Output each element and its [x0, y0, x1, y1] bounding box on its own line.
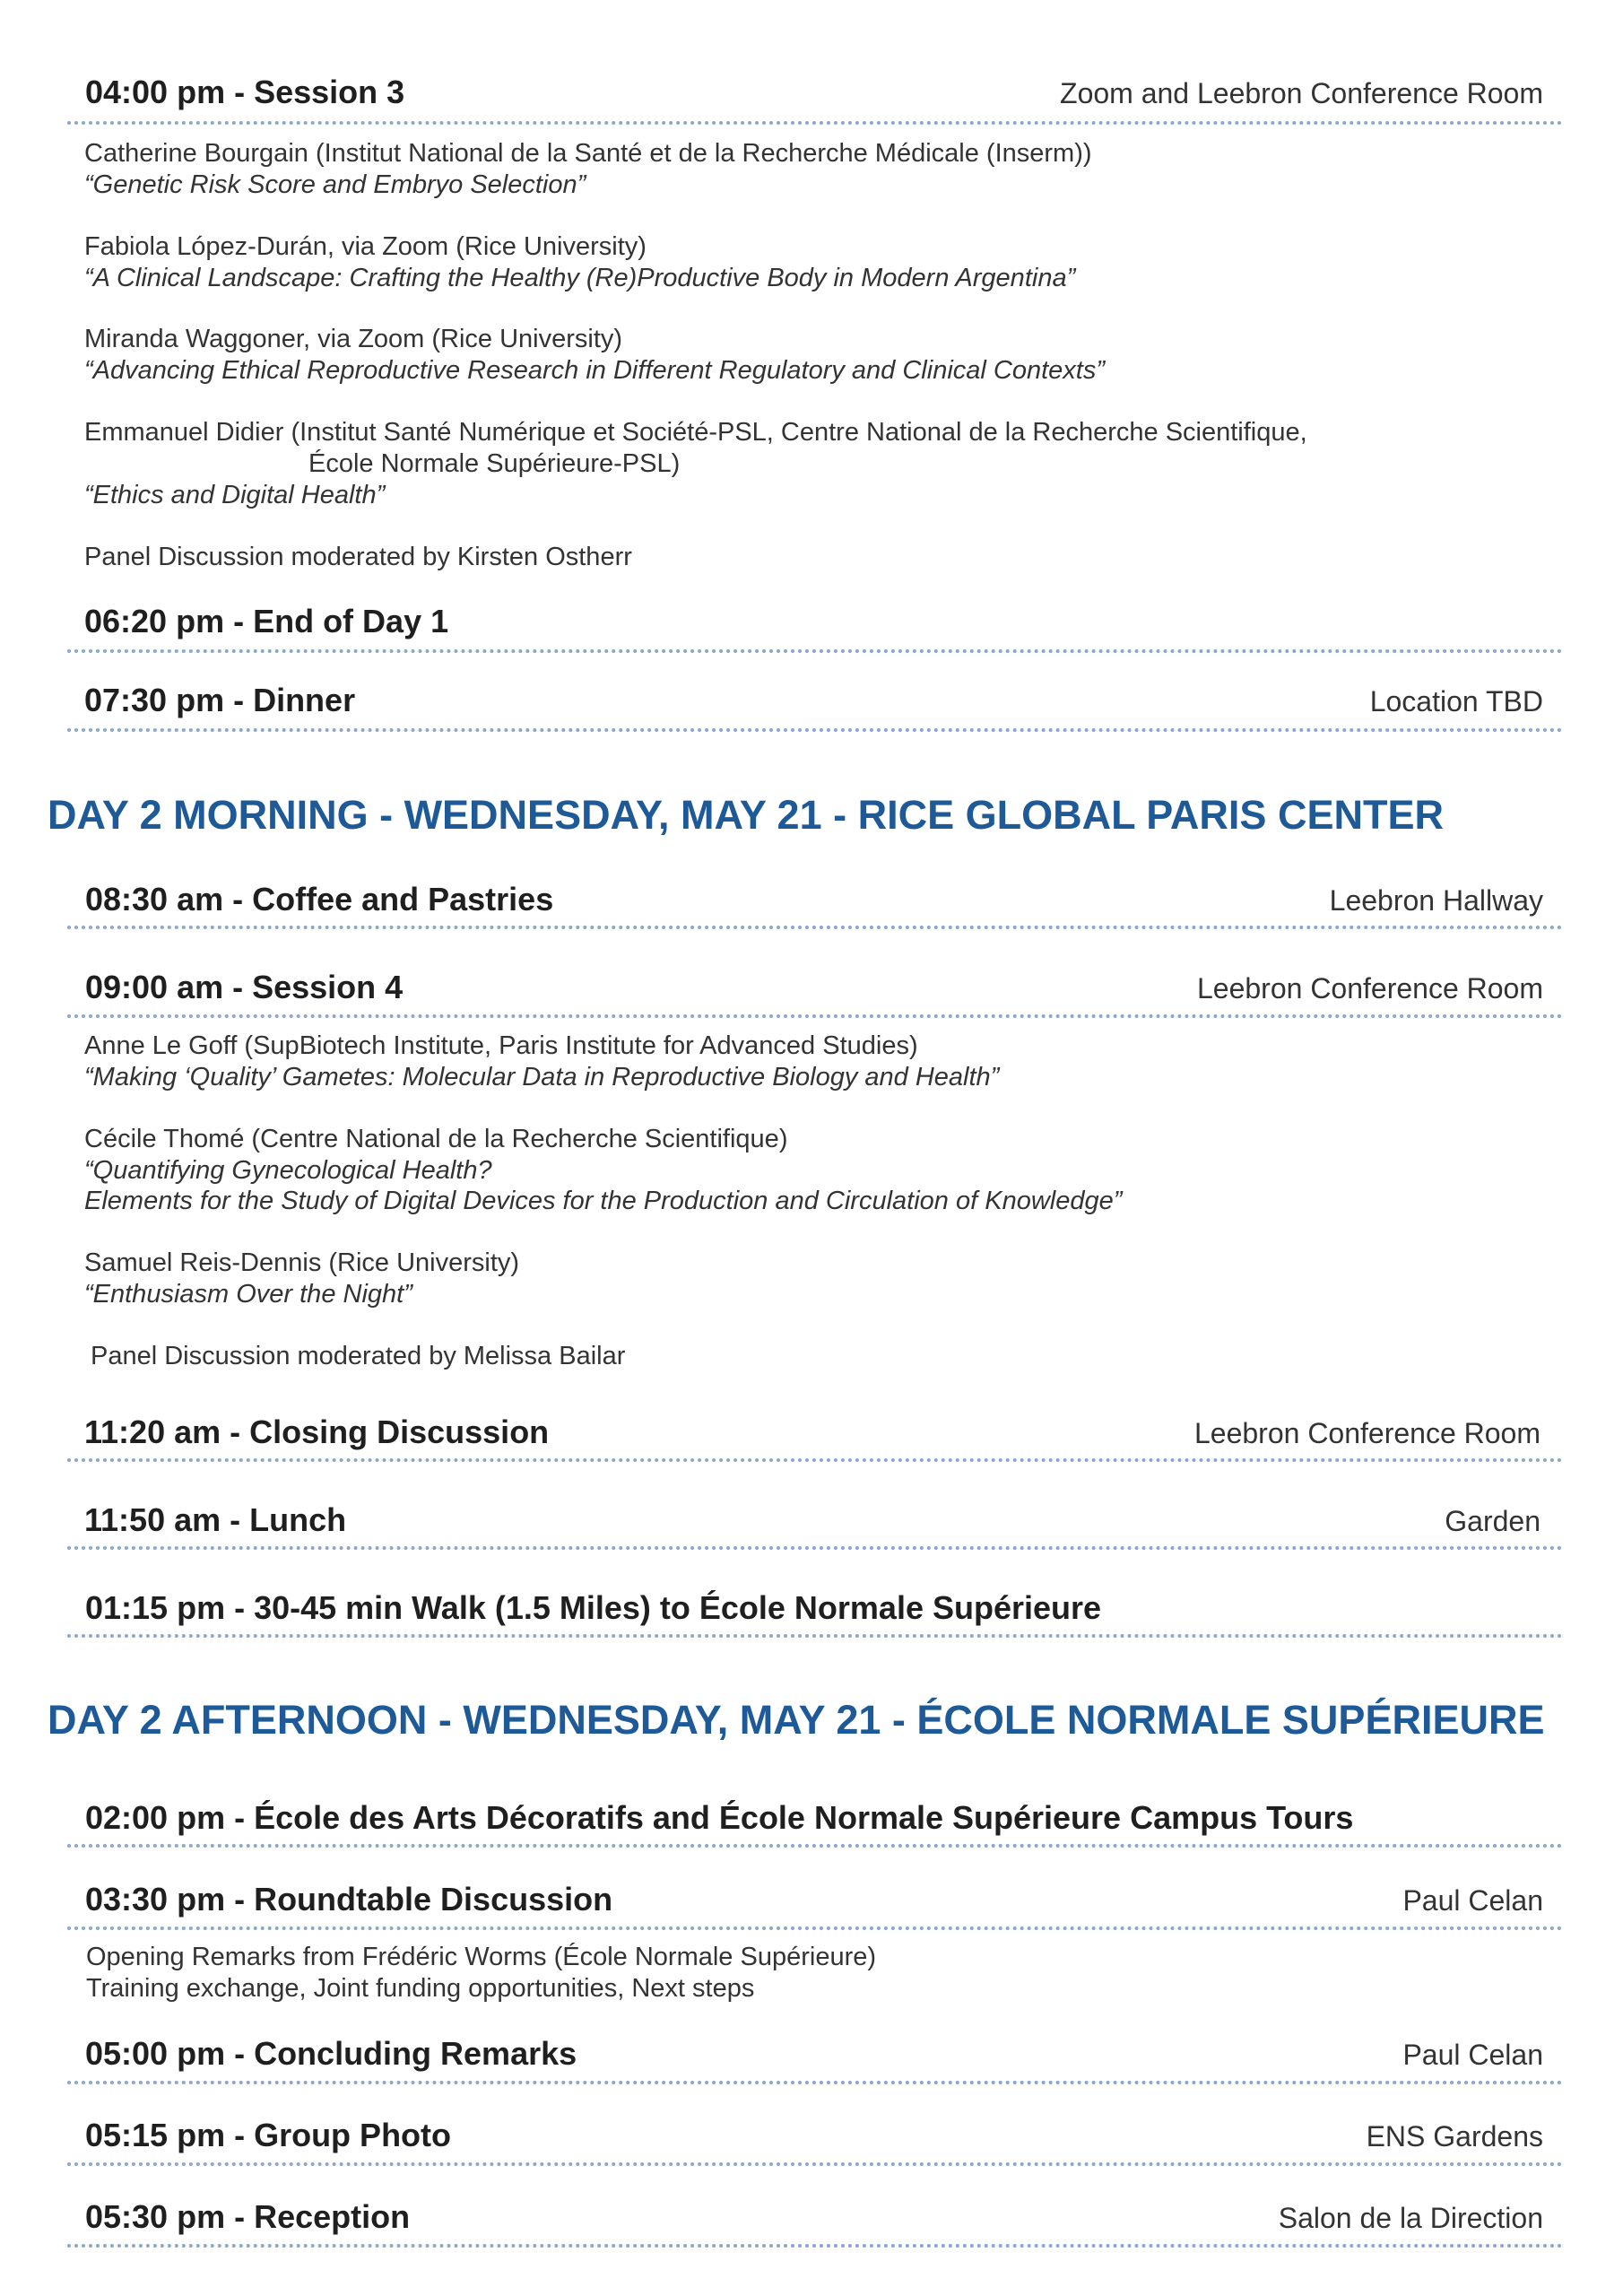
roundtable-line: Opening Remarks from Frédéric Worms (École Normale Supérieure): [86, 1943, 877, 1971]
end-of-day-1-title: 06:20 pm - End of Day 1: [84, 603, 449, 639]
day-2-afternoon-heading: DAY 2 AFTERNOON - WEDNESDAY, MAY 21 - ÉCOLE NORMALE SUPÉRIEURE: [48, 1697, 1545, 1743]
roundtable-row: [67, 1881, 1563, 1918]
coffee-row: [67, 881, 1563, 918]
roundtable-title: 03:30 pm - Roundtable Discussion: [85, 1881, 613, 1918]
lunch-location: Garden: [1445, 1505, 1541, 1537]
talk-title: “A Clinical Landscape: Crafting the Healthy (Re)Productive Body in Modern Argentina”: [84, 264, 1076, 292]
divider: [67, 1458, 1563, 1462]
talk-title: “Making ‘Quality’ Gametes: Molecular Data in Reproductive Biology and Health”: [84, 1063, 1000, 1091]
talk-title: “Quantifying Gynecological Health?: [84, 1156, 492, 1185]
lunch-title: 11:50 am - Lunch: [84, 1501, 347, 1538]
divider: [67, 2162, 1563, 2166]
speaker-line: Anne Le Goff (SupBiotech Institute, Paris Institute for Advanced Studies): [84, 1031, 918, 1060]
dinner-row: [67, 682, 1563, 719]
dinner-location: Location TBD: [1369, 685, 1543, 718]
divider: [67, 926, 1563, 929]
speaker-line-continued: École Normale Supérieure-PSL): [308, 449, 681, 478]
divider: [67, 1014, 1563, 1018]
divider: [67, 1844, 1563, 1848]
divider: [67, 2244, 1563, 2248]
talk-title-continued: Elements for the Study of Digital Devices for the Production and Circulation of Knowledge”: [84, 1187, 1123, 1215]
divider: [67, 1546, 1563, 1550]
reception-title: 05:30 pm - Reception: [85, 2198, 411, 2235]
group-photo-location: ENS Gardens: [1366, 2120, 1543, 2152]
speaker-line: Samuel Reis-Dennis (Rice University): [84, 1248, 520, 1277]
divider: [67, 728, 1563, 732]
speaker-line: Fabiola López-Durán, via Zoom (Rice University): [84, 232, 647, 261]
panel-moderator: Panel Discussion moderated by Melissa Bailar: [91, 1342, 626, 1370]
coffee-title: 08:30 am - Coffee and Pastries: [85, 881, 554, 918]
speaker-line: Catherine Bourgain (Institut National de la Santé et de la Recherche Médicale (Inserm)): [84, 139, 1092, 168]
session-3-location: Zoom and Leebron Conference Room: [1060, 77, 1543, 109]
divider: [67, 121, 1563, 125]
campus-tours-row: [67, 1799, 1563, 1837]
campus-tours-title: 02:00 pm - École des Arts Décoratifs and École Normale Supérieure Campus Tours: [85, 1799, 1354, 1836]
session-4-location: Leebron Conference Room: [1196, 972, 1543, 1004]
session-3-title: 04:00 pm - Session 3: [85, 74, 405, 110]
divider: [67, 2081, 1563, 2084]
divider: [67, 1634, 1563, 1638]
roundtable-location: Paul Celan: [1402, 1884, 1543, 1917]
dinner-title: 07:30 pm - Dinner: [84, 682, 356, 718]
talk-title: “Ethics and Digital Health”: [84, 481, 386, 509]
concluding-remarks-row: [67, 2035, 1563, 2073]
lunch-row: [67, 1501, 1563, 1539]
group-photo-row: [67, 2117, 1563, 2154]
talk-title: “Advancing Ethical Reproductive Research in Different Regulatory and Clinical Contexts”: [84, 356, 1105, 385]
coffee-location: Leebron Hallway: [1329, 884, 1543, 917]
session-3-row: [67, 74, 1563, 111]
divider: [67, 649, 1563, 653]
walk-title: 01:15 pm - 30-45 min Walk (1.5 Miles) to École Normale Supérieure: [85, 1589, 1102, 1626]
talk-title: “Enthusiasm Over the Night”: [84, 1280, 412, 1309]
reception-row: [67, 2198, 1563, 2236]
concluding-remarks-title: 05:00 pm - Concluding Remarks: [85, 2035, 577, 2072]
panel-moderator: Panel Discussion moderated by Kirsten Ostherr: [84, 543, 632, 571]
day-2-morning-heading: DAY 2 MORNING - WEDNESDAY, MAY 21 - RICE GLOBAL PARIS CENTER: [48, 792, 1444, 838]
closing-discussion-title: 11:20 am - Closing Discussion: [84, 1413, 550, 1450]
session-4-title: 09:00 am - Session 4: [85, 969, 404, 1005]
roundtable-line: Training exchange, Joint funding opportunities, Next steps: [86, 1974, 755, 2003]
walk-row: [67, 1589, 1563, 1627]
reception-location: Salon de la Direction: [1278, 2202, 1543, 2234]
speaker-line: Emmanuel Didier (Institut Santé Numérique et Société-PSL, Centre National de la Recherche Scientifique,: [84, 418, 1307, 447]
divider: [67, 1926, 1563, 1930]
speaker-line: Cécile Thomé (Centre National de la Recherche Scientifique): [84, 1125, 788, 1153]
concluding-remarks-location: Paul Celan: [1402, 2039, 1543, 2071]
end-of-day-1-row: [67, 603, 1563, 640]
talk-title: “Genetic Risk Score and Embryo Selection”: [84, 170, 586, 199]
speaker-line: Miranda Waggoner, via Zoom (Rice University): [84, 325, 623, 353]
closing-discussion-row: [67, 1413, 1563, 1451]
group-photo-title: 05:15 pm - Group Photo: [85, 2117, 452, 2153]
session-4-row: [67, 969, 1563, 1006]
closing-discussion-location: Leebron Conference Room: [1193, 1417, 1541, 1449]
